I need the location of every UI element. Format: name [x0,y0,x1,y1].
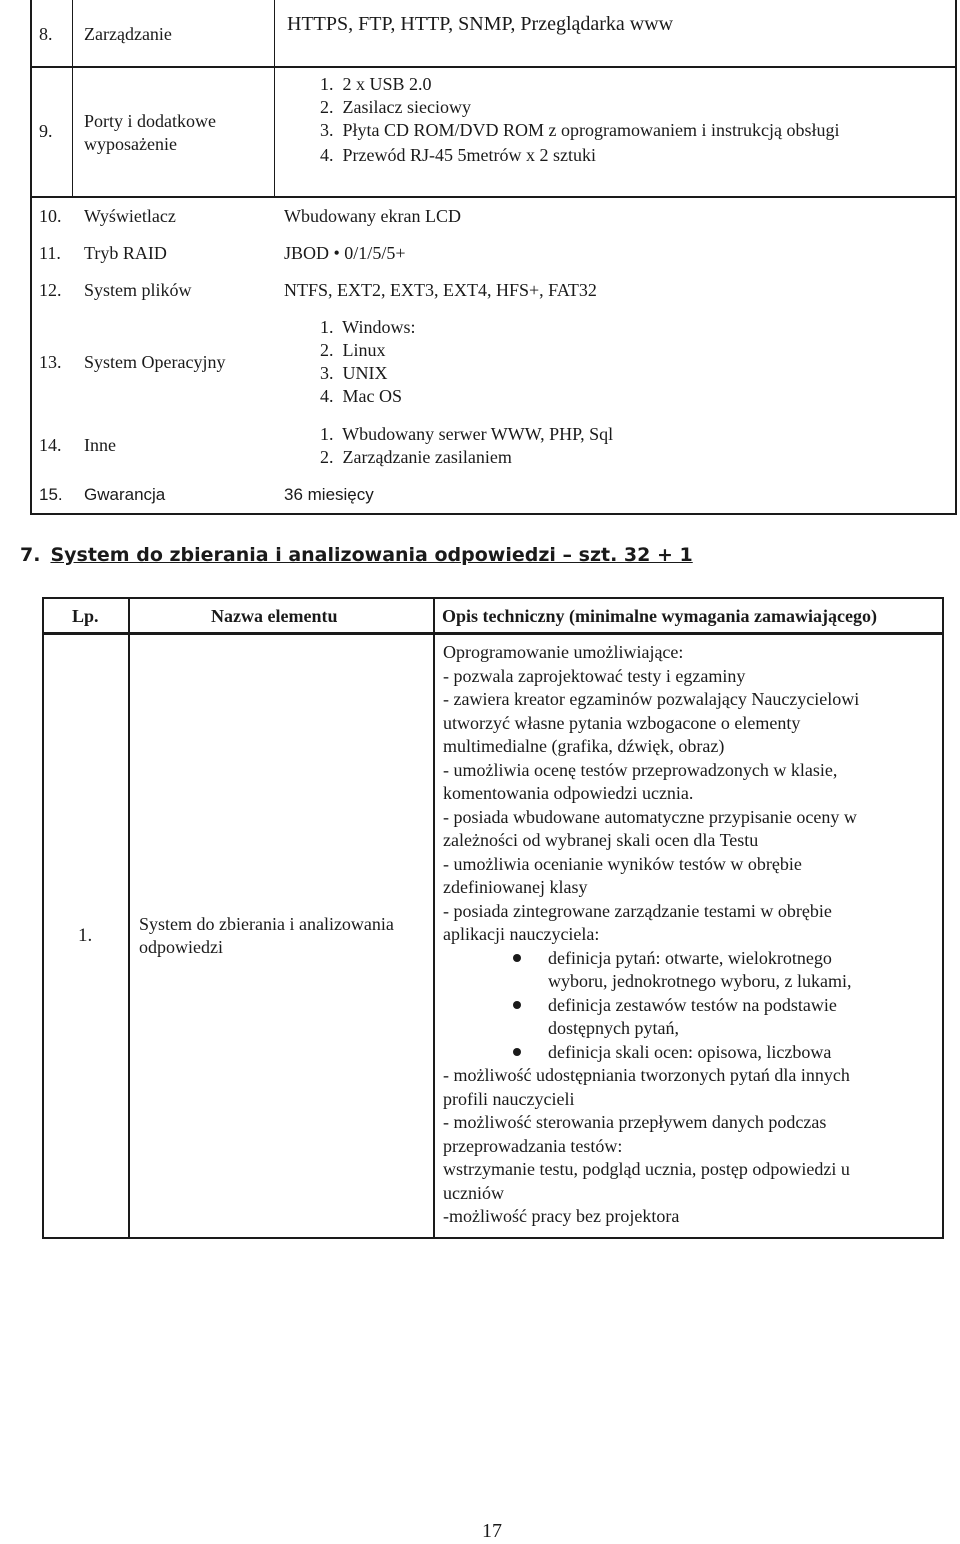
header-name: Nazwa elementu [211,606,338,626]
col-sep [274,0,275,198]
description-line: -możliwość pracy bez projektora [443,1206,680,1226]
description-line: multimedialne (grafika, dźwięk, obraz) [443,736,725,756]
header-sep [42,632,944,635]
header-lp: Lp. [72,606,99,626]
row-number: 9. [39,121,53,141]
description-line: - możliwość udostępniania tworzonych pytań dla innych [443,1065,850,1085]
list-item: 4. Mac OS [320,386,402,406]
description-line: uczniów [443,1182,504,1203]
row-name: wyposażenie [84,134,177,154]
header-description: Opis techniczny (minimalne wymagania zamawiającego) [442,606,877,626]
row-number: 1. [78,925,93,946]
description-line: komentowania odpowiedzi ucznia. [443,783,694,803]
bullet-icon [513,1048,521,1056]
row-number: 15. [39,485,63,504]
row-name: Inne [84,435,116,455]
table-border-top [42,597,944,599]
table-border-bottom [42,1237,944,1239]
description-line: wyboru, jednokrotnego wyboru, z lukami, [548,971,852,991]
description-line: przeprowadzania testów: [443,1135,623,1156]
row-number: 14. [39,435,62,455]
description-line: zależności od wybranej skali ocen dla Testu [443,830,759,850]
col-sep [72,0,73,198]
description-line: zdefiniowanej klasy [443,877,588,897]
col-sep [433,597,435,1239]
description-line: definicja skali ocen: opisowa, liczbowa [548,1041,832,1062]
description-line: - umożliwia ocenę testów przeprowadzonych w klasie, [443,759,838,780]
description-line: definicja zestawów testów na podstawie [548,994,837,1015]
row-number: 11. [39,243,61,263]
bullet-icon [513,954,521,962]
list-item: 2. Zasilacz sieciowy [320,97,471,117]
page-number: 17 [482,1520,502,1542]
row-sep [30,196,957,198]
description-line: Oprogramowanie umożliwiające: [443,642,684,662]
row-name: Tryb RAID [84,243,167,263]
list-item: 2. Linux [320,340,386,360]
list-item: 1. Wbudowany serwer WWW, PHP, Sql [320,424,614,444]
list-item: 4. Przewód RJ-45 5metrów x 2 sztuki [320,145,596,165]
row-sep [30,66,957,68]
section-heading [20,544,693,567]
row-name: Wyświetlacz [84,206,176,226]
table-border-right [955,0,957,515]
row-value: Wbudowany ekran LCD [284,206,461,226]
row-number: 10. [39,206,62,226]
row-value: HTTPS, FTP, HTTP, SNMP, Przeglądarka www [287,13,674,35]
row-name: System Operacyjny [84,352,226,372]
table-border-right [942,597,944,1239]
table-border-bottom [30,513,957,515]
description-line: - umożliwia ocenianie wyników testów w obrębie [443,853,802,874]
description-line: - możliwość sterowania przepływem danych podczas [443,1112,827,1132]
description-line: definicja pytań: otwarte, wielokrotnego [548,947,832,968]
row-number: 8. [39,24,53,44]
list-item: 1. 2 x USB 2.0 [320,74,432,94]
list-item: 3. Płyta CD ROM/DVD ROM z oprogramowaniem i instrukcją obsługi [320,120,840,140]
description-line: utworzyć własne pytania wzbogacone o elementy [443,712,801,733]
row-number: 13. [39,352,62,372]
row-number: 12. [39,280,62,300]
section-title: System do zbierania i analizowania odpowiedzi – szt. 32 + 1 [50,544,693,566]
row-name: Porty i dodatkowe [84,111,216,131]
description-line: - pozwala zaprojektować testy i egzaminy [443,665,746,686]
table-border-left [42,597,44,1239]
row-name: System plików [84,280,192,300]
table-border-left [30,0,32,515]
col-sep [128,597,130,1239]
bullet-icon [513,1001,521,1009]
description-line: - posiada zintegrowane zarządzanie testami w obrębie [443,900,832,921]
list-item: 1. Windows: [320,317,416,337]
description-line: dostępnych pytań, [548,1018,679,1038]
row-value: JBOD • 0/1/5/5+ [284,243,406,263]
description-line: - posiada wbudowane automatyczne przypisanie oceny w [443,806,857,827]
element-name: odpowiedzi [139,937,223,957]
description-line: profili nauczycieli [443,1088,575,1109]
list-item: 3. UNIX [320,363,388,383]
description-line: - zawiera kreator egzaminów pozwalający Nauczycielowi [443,689,860,709]
row-value: 36 miesięcy [284,485,374,504]
row-name: Gwarancja [84,485,166,504]
list-item: 2. Zarządzanie zasilaniem [320,447,512,467]
section-number: 7. [20,544,41,566]
row-value: NTFS, EXT2, EXT3, EXT4, HFS+, FAT32 [284,280,597,300]
row-name: Zarządzanie [84,24,172,44]
element-name: System do zbierania i analizowania [139,914,394,934]
description-line: wstrzymanie testu, podgląd ucznia, postęp odpowiedzi u [443,1159,850,1179]
description-line: aplikacji nauczyciela: [443,924,600,944]
